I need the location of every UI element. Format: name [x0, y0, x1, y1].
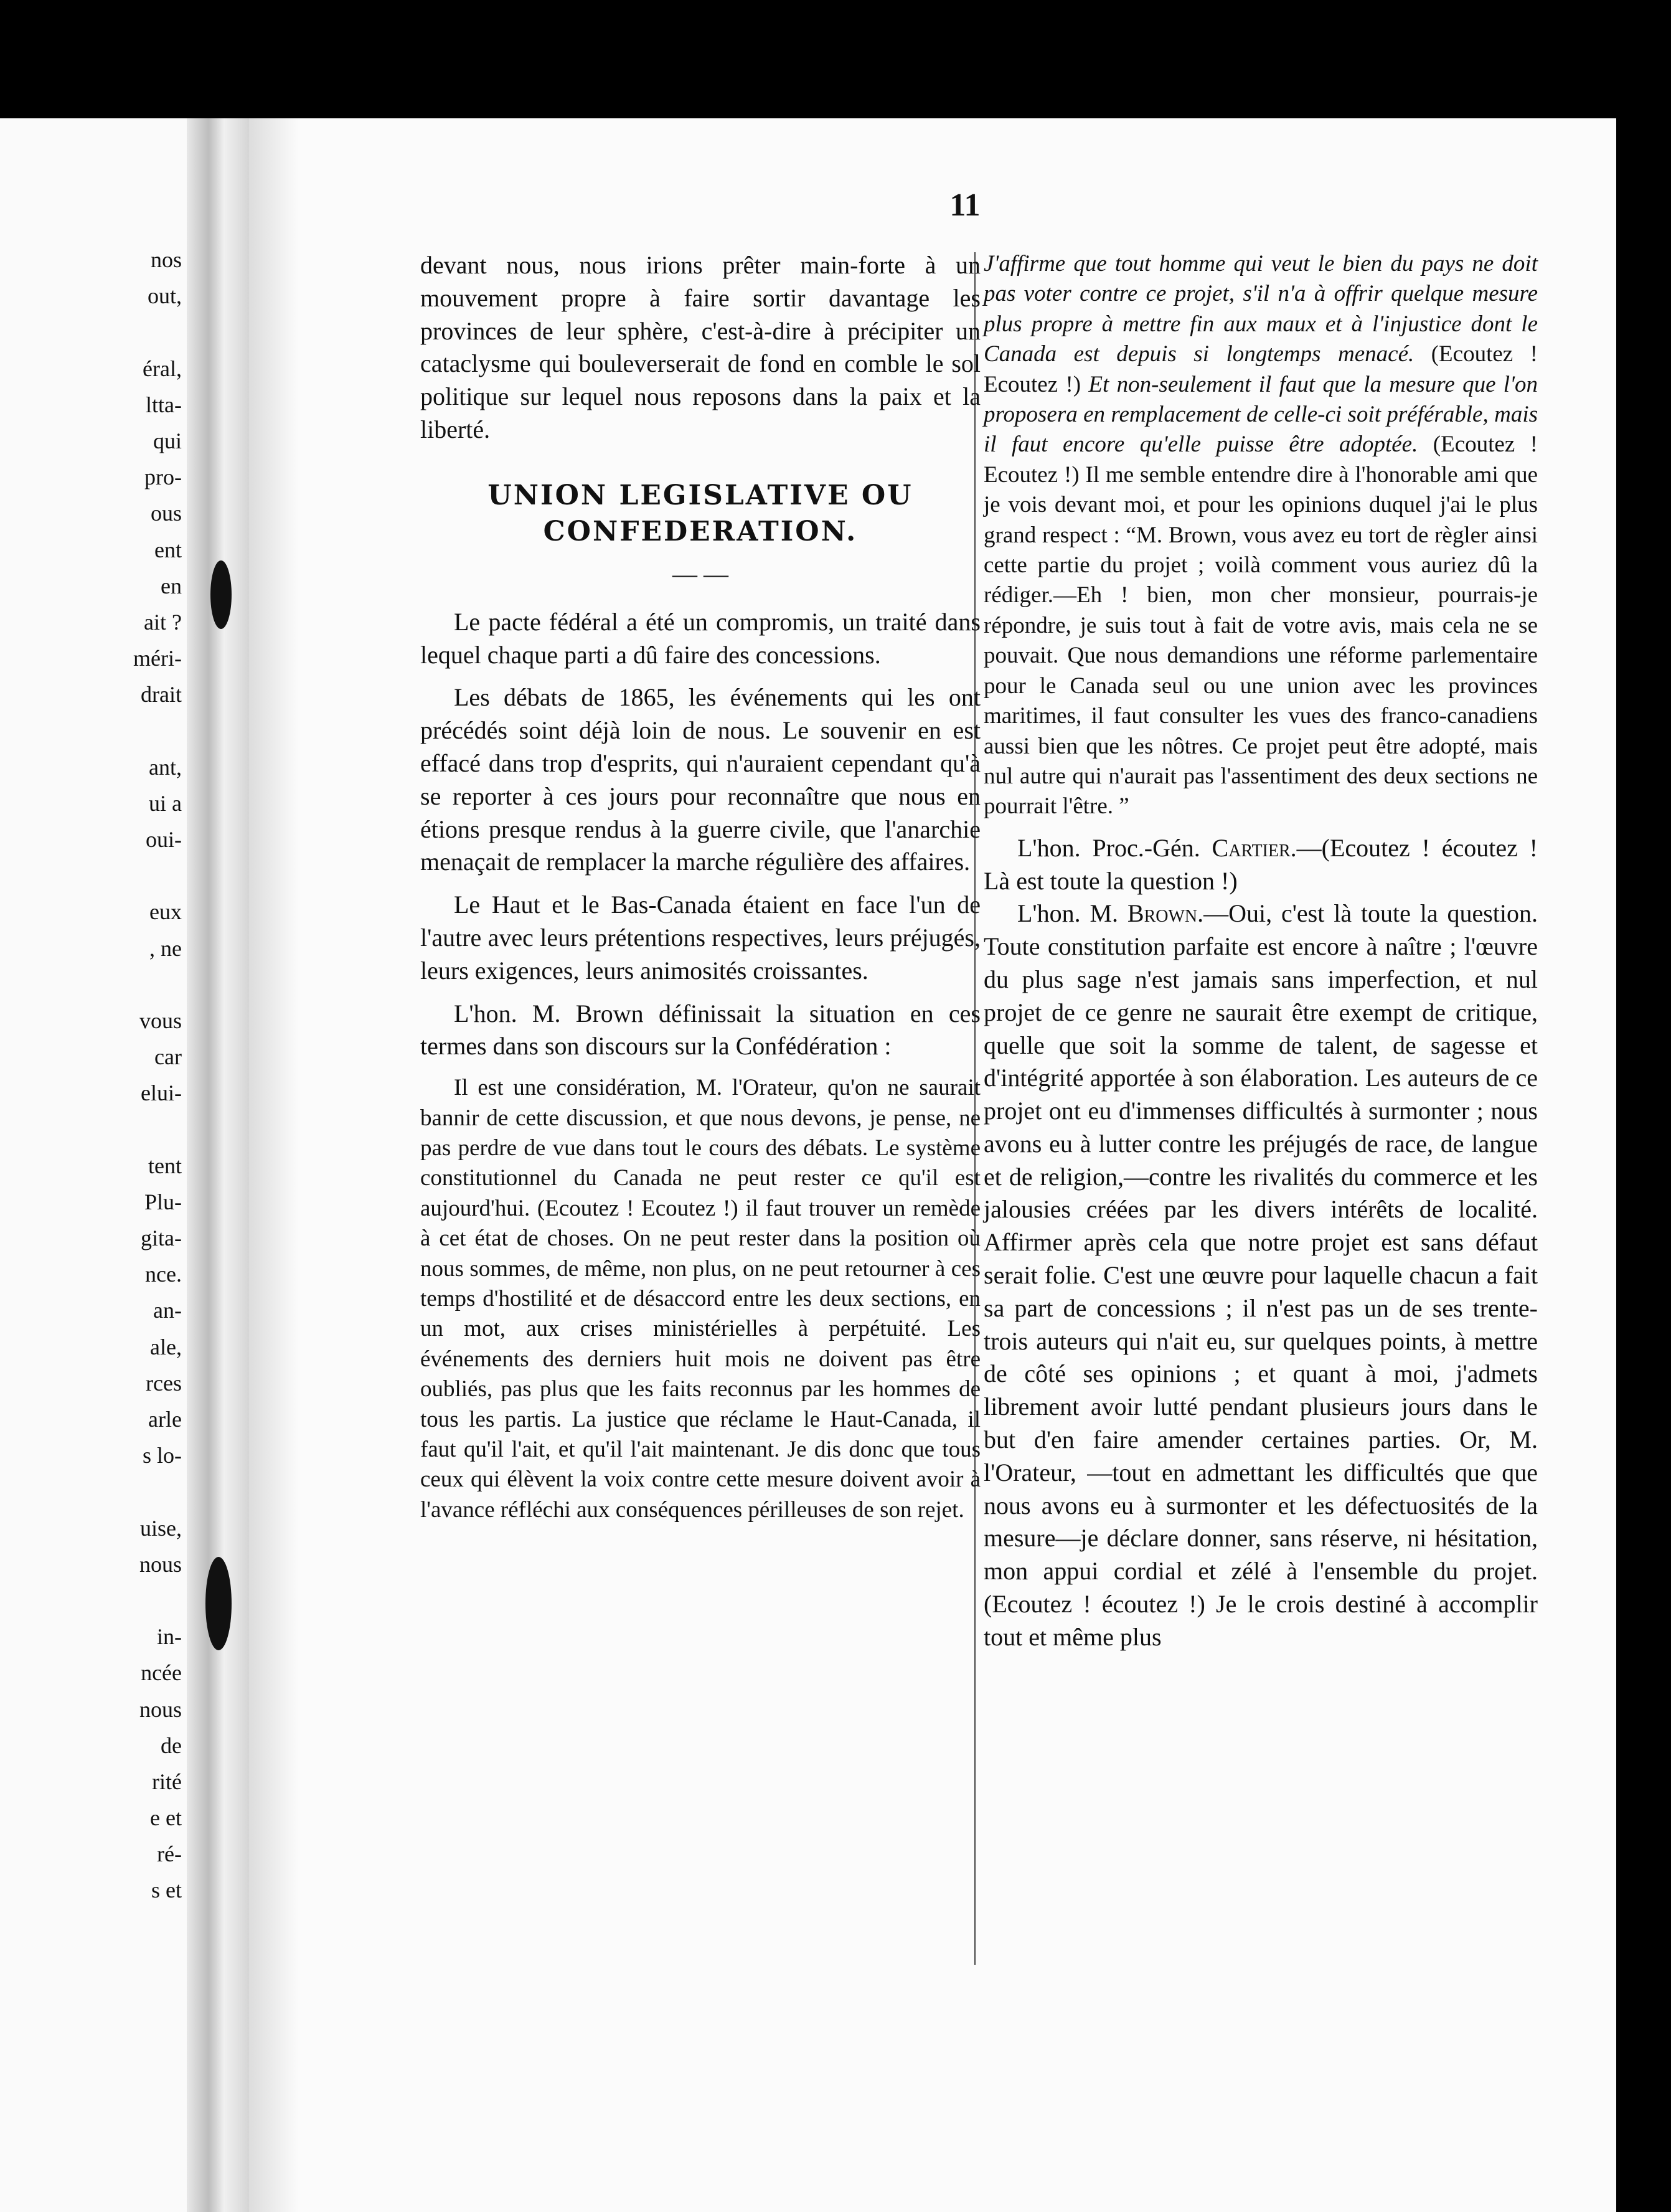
left-page-fragment: s et: [151, 1878, 182, 1903]
body-paragraph: L'hon. M. Brown définissait la situation en ces termes dans son discours sur la Confédération :: [420, 999, 981, 1061]
left-page-fragment: [101, 1473, 182, 1510]
book-gutter: [187, 118, 249, 2212]
left-page-fragment: car: [154, 1044, 182, 1070]
left-column: [420, 249, 981, 1525]
left-page-fragment: eux: [149, 899, 182, 925]
left-page-fragment: rité: [152, 1769, 182, 1794]
body-paragraph: Le Haut et le Bas-Canada étaient en face l'un de l'autre avec leurs prétentions respectives, leurs préjugés, leurs exigences, leurs animosités croissantes.: [420, 891, 981, 985]
left-page-fragment: rces: [146, 1370, 182, 1396]
left-page-fragment: ui a: [149, 790, 182, 816]
left-page-fragment: vous: [139, 1008, 182, 1033]
left-page-fragment: de: [161, 1732, 182, 1758]
left-page-fragment: [101, 712, 182, 749]
quotation-text: (Ecoutez ! Ecoutez !) Il me semble entendre dire à l'honorable ami que je vois devant moi, et pour les opinions duquel j'ai le plus grand respect : “M. Brown, vous avez eu tort de règler ainsi cette partie du projet ; voilà comment vous auriez dû la rédiger.—Eh ! bien, mon cher monsieur, pourrais-je répondre, je suis tout à fait de votre avis, mais cela ne se pouvait. Que nous demandions une réforme parlementaire pour le Canada seul ou une union avec les provinces maritimes, il faut consulter les vues des franco-canadiens aussi bien que les nôtres. Ce projet peut être adopté, mais nul autre qui n'aurait pas l'assentiment des deux sections ne pourrait l'être. ”: [984, 432, 1538, 820]
left-page-fragment: ale,: [150, 1334, 182, 1359]
left-page-text-fragments: [101, 242, 182, 1909]
brown-quotation: Il est une considération, M. l'Orateur, qu'on ne saurait bannir de cette discussion, et que nous devons, je pense, ne pas perdre de vue dans tout le cours des débats. Le système constitutionnel du Canada ne peut rester ce qu'il est aujourd'hui. (Ecoutez ! Ecoutez !) il faut trouver un remède à cet état de choses. On ne peut rester dans la position où nous sommes, de même, non plus, on ne peut retourner à ces temps d'hostilité et de désaccord entre les deux sections, en un mot, aux crises ministérielles à perpétuité. Les événements des derniers huit mois ne doivent pas être oubliés, pas plus que les faits reconnus par les hommes de tous les partis. La justice que réclame le Haut-Canada, il faut qu'il l'ait, et qu'il l'ait maintenant. Je dis donc que tous ceux qui élèvent la voix contre cette mesure doivent avoir à l'avance réfléchi aux conséquences périlleuses de son rejet.: [420, 1075, 981, 1523]
left-page-fragment: in-: [157, 1624, 182, 1650]
left-page-fragment: tent: [148, 1153, 182, 1178]
speaker-name: Brown: [1127, 899, 1198, 928]
speaker-title: L'hon. M.: [1017, 899, 1127, 928]
heading-separator: — —: [672, 559, 728, 588]
left-page-fragment: pro-: [144, 465, 182, 490]
speaker-interjection: [984, 832, 1538, 898]
left-page-fragment: méri-: [133, 646, 182, 671]
left-page-fragment: elui-: [141, 1080, 182, 1106]
left-page-fragment: Plu-: [144, 1189, 182, 1214]
left-page-fragment: an-: [153, 1298, 182, 1323]
left-page-fragment: nos: [150, 247, 182, 272]
left-page-fragment: éral,: [143, 356, 182, 381]
left-page-fragment: s lo-: [143, 1443, 182, 1468]
left-page-fragment: [101, 967, 182, 1003]
left-page-fragment: qui: [153, 428, 182, 453]
speaker-title: L'hon. Proc.-Gén.: [1017, 833, 1212, 862]
left-page-fragment: e et: [150, 1805, 182, 1831]
left-page-fragment: nous: [139, 1551, 182, 1577]
left-page-fragment: [101, 314, 182, 350]
binding-hole: [210, 560, 232, 629]
left-page-fragment: ltta-: [146, 392, 182, 417]
left-page-fragment: ant,: [149, 754, 182, 780]
quotation-continuation: [984, 249, 1538, 822]
speaker-reply: [984, 897, 1538, 1653]
page-number: 11: [949, 187, 981, 223]
left-page-fragment: out,: [147, 283, 182, 309]
binding-hole: [205, 1557, 232, 1650]
left-page-fragment: uise,: [140, 1515, 182, 1541]
opening-paragraph: devant nous, nous irions prêter main-forte à un mouvement propre à faire sortir davantage les provinces de leur sphère, c'est-à-dire à précipiter un cataclysme qui bouleverserait de fond en comble le sol politique sur lequel nous reposons dans la paix et la liberté.: [420, 251, 981, 443]
applause-text: (Ecoutez ! Ecoutez !): [984, 341, 1538, 397]
left-page-fragment: [101, 1112, 182, 1148]
left-page-fragment: drait: [141, 682, 182, 707]
left-page-fragment: , ne: [149, 935, 182, 961]
left-page-fragment: oui-: [146, 827, 182, 852]
left-page-fragment: en: [161, 573, 182, 598]
left-page-fragment: nous: [139, 1696, 182, 1722]
speaker-text: .—(Ecoutez ! écoutez ! Là est toute la question !): [984, 833, 1538, 895]
left-page-fragment: [101, 858, 182, 894]
speaker-name: Cartier: [1212, 833, 1291, 862]
right-column: [984, 249, 1538, 1654]
left-page-fragment: ait ?: [144, 609, 182, 635]
speaker-text: .—Oui, c'est là toute la question. Toute constitution parfaite est encore à naître ; l'œuvre du plus sage n'est jamais sans imperfection, et nul projet de ce genre ne saurait être exempt de critique, quelle que soit la somme de talent, de sagesse et d'intégrité apportée à son élaboration. Les auteurs de ce projet ont eu d'immenses difficultés à surmonter ; nous avons eu à lutter contre les préjugés de race, de langue et de religion,—contre les rivalités du commerce et les jalousies créées par les divers intérêts de localité. Affirmer après cela que notre projet est sans défaut serait folie. C'est une œuvre pour laquelle chacun a fait sa part de concessions ; il n'est pas un de ses trente-trois auteurs qui n'ait eu, sur quelques points, à mettre de côté ses opinions ; et quant à moi, j'admets librement avoir lutté pendant plusieurs jours dans le but d'en faire amender certaines parties. Or, M. l'Orateur, —tout en admettant les difficultés que que nous avons eu à surmonter et les défectuosités de la mesure—je déclare donner, sans réserve, ni hésitation, mon appui cordial et zélé à l'ensemble du projet. (Ecoutez ! écoutez !) Je le crois destiné à accomplir tout et même plus: [984, 899, 1538, 1651]
body-paragraph: Le pacte fédéral a été un compromis, un traité dans lequel chaque parti a dû faire des concessions.: [420, 607, 981, 669]
left-page-fragment: arle: [148, 1407, 182, 1432]
left-page-fragment: ous: [150, 501, 182, 526]
body-paragraph: Les débats de 1865, les événements qui les ont précédés soint déjà loin de nous. Le souvenir en est effacé dans trop d'esprits, qui n'auraient cependant qu'à se reporter à ces jours pour reconnaître que nous en étions presque rendus à la guerre civile, que l'anarchie menaçait de remplacer la marche régulière des affaires.: [420, 683, 981, 876]
italic-emphasis: J'affirme que tout homme qui veut le bien du pays ne doit pas voter contre ce projet, s'il n'a à offrir quelque mesure plus propre à mettre fin aux maux et à l'injustice dont le Canada est depuis si longtemps menacé.: [984, 251, 1538, 367]
italic-emphasis: Et non-seulement il faut que la mesure que l'on proposera en remplacement de celle-ci soit préférable, mais il faut encore qu'elle puisse être adoptée.: [984, 371, 1538, 458]
section-heading: UNION LEGISLATIVE OU CONFEDERATION.: [487, 479, 913, 547]
left-page-fragment: ncée: [141, 1660, 182, 1686]
left-page-fragment: gita-: [141, 1226, 182, 1251]
left-page-fragment: ent: [154, 537, 182, 562]
left-page-fragment: nce.: [145, 1262, 182, 1287]
left-page-fragment: ré-: [157, 1841, 182, 1867]
left-page-fragment: [101, 1582, 182, 1619]
left-page-edge: [0, 118, 187, 2212]
